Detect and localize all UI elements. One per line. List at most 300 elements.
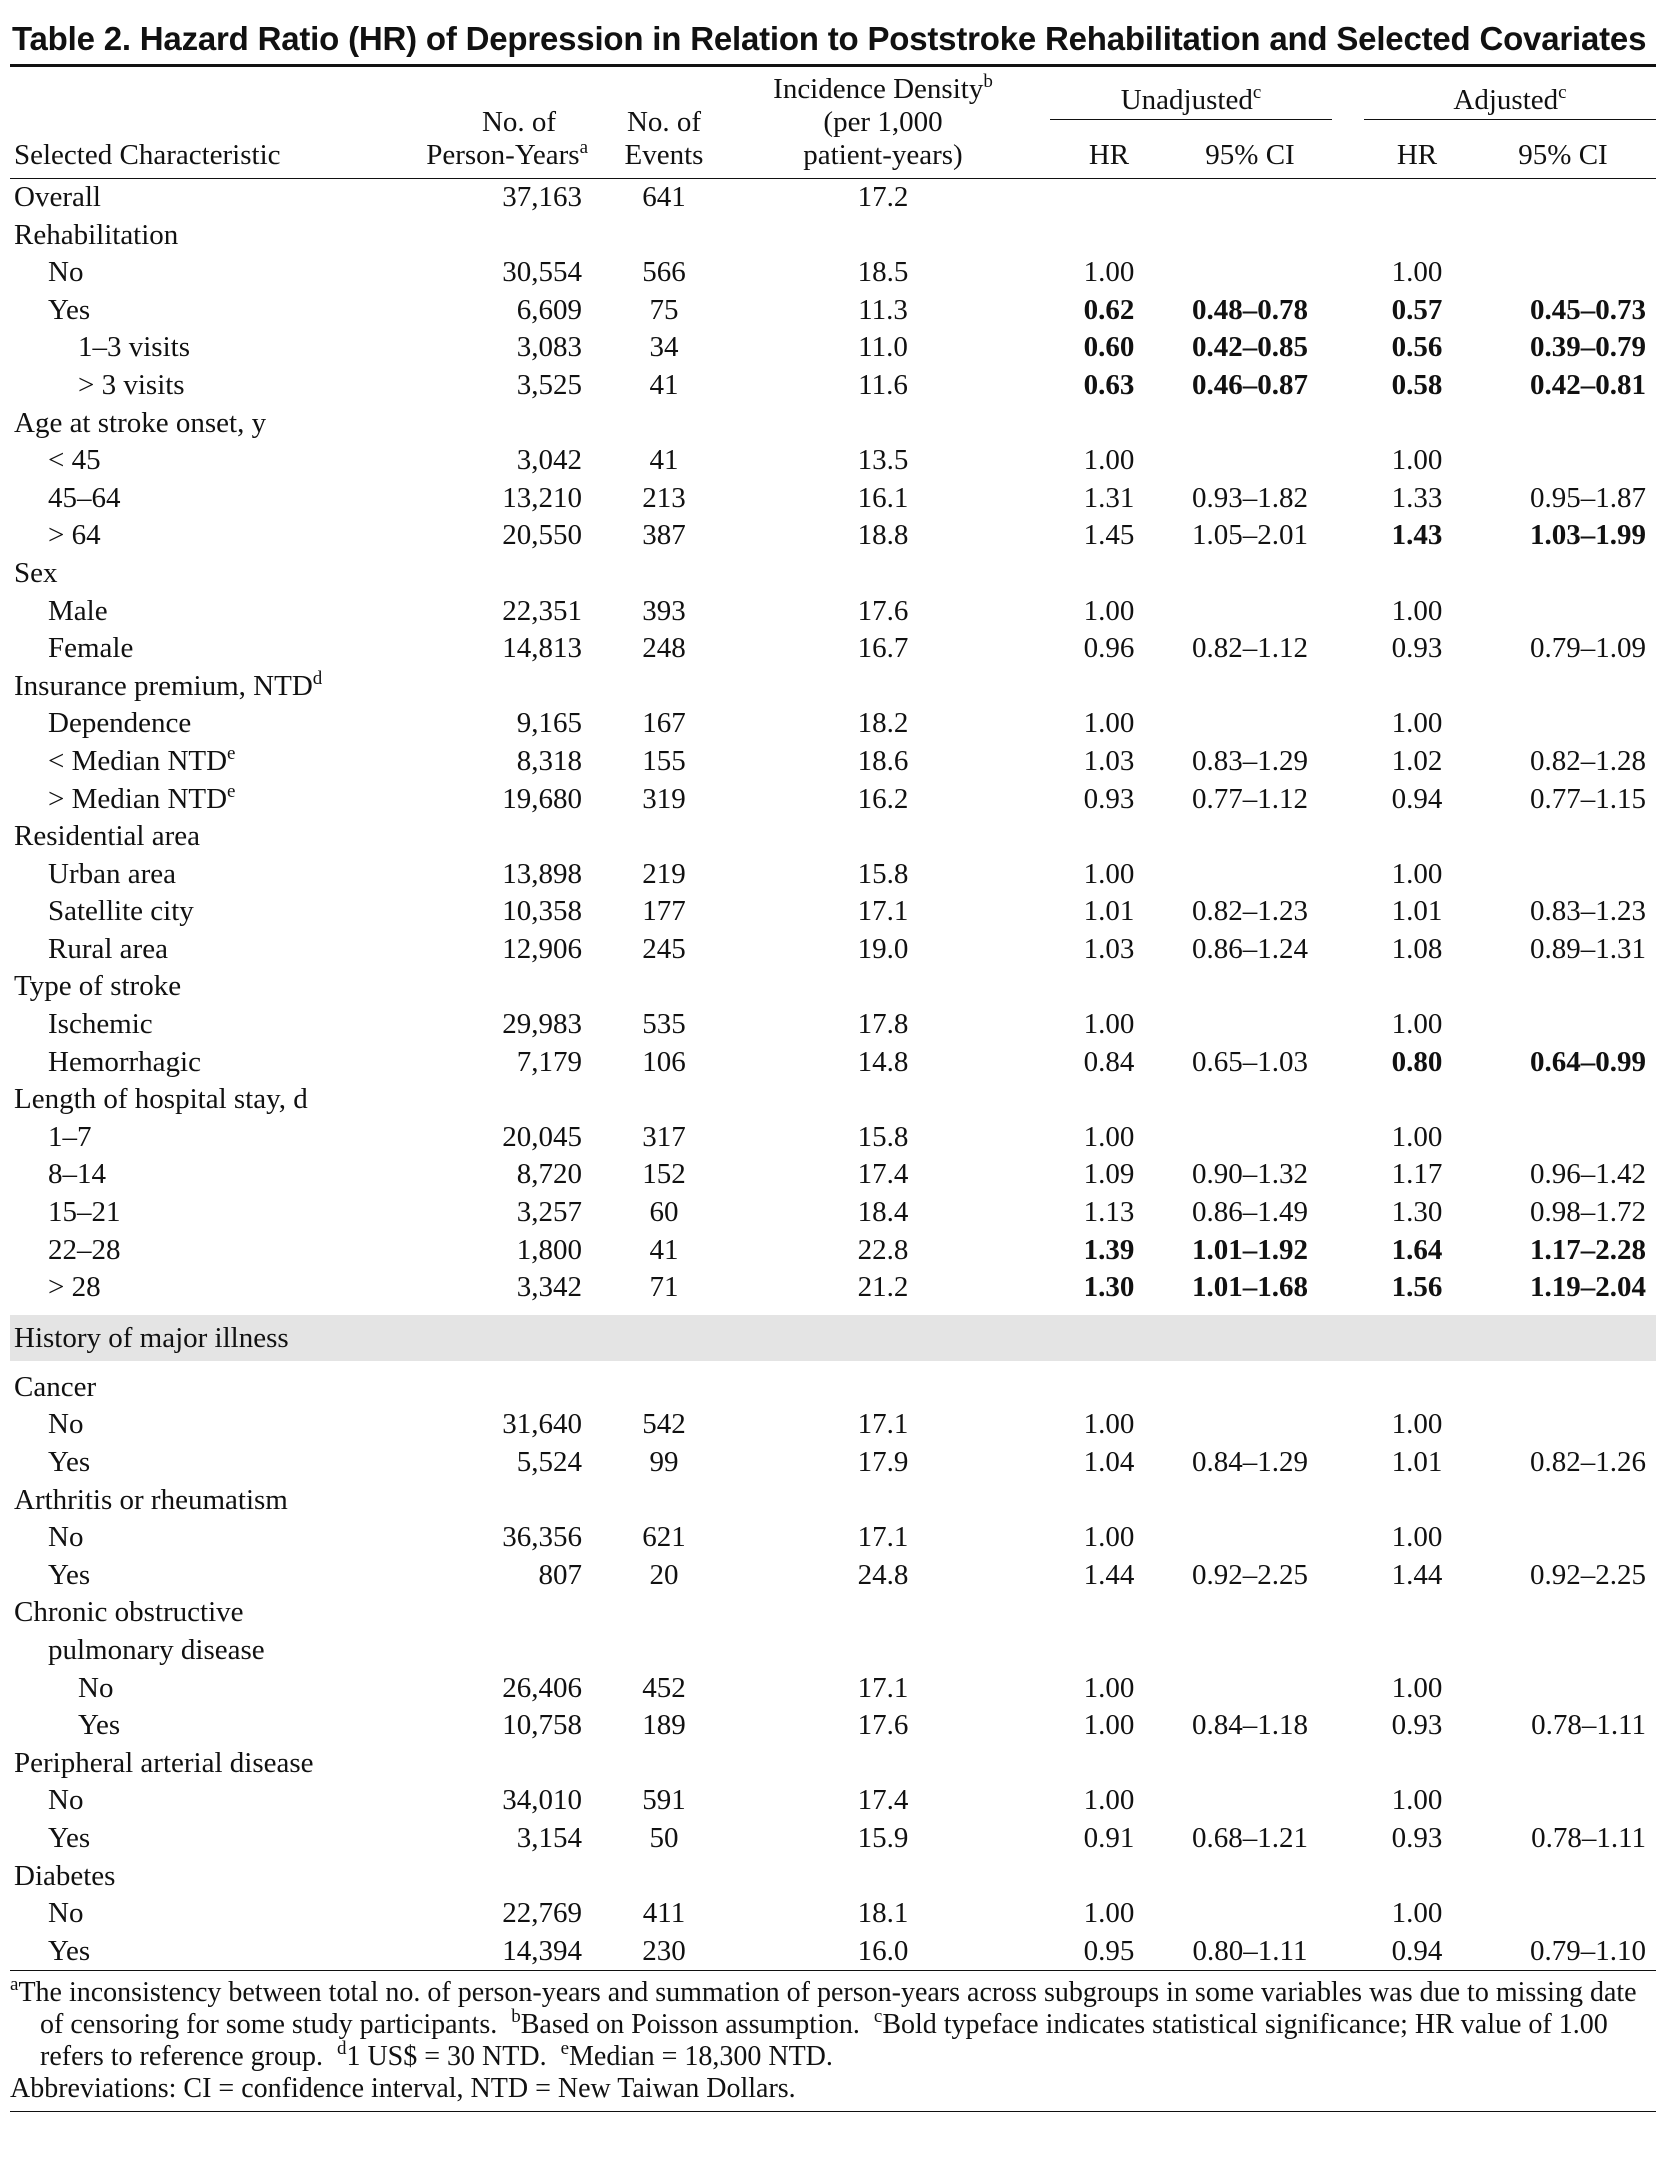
cell-events <box>590 1594 738 1632</box>
cell-unadjusted-ci <box>1168 593 1332 631</box>
cell-unadjusted-hr <box>1050 1594 1168 1632</box>
table-row <box>10 1782 1656 1820</box>
table-row <box>10 856 1656 894</box>
cell-adjusted-ci <box>1470 856 1656 894</box>
cell-unadjusted-hr <box>1050 555 1168 593</box>
cell-person-years <box>410 818 590 856</box>
row-label: 1–3 visits <box>78 331 190 364</box>
table-row <box>10 1232 1656 1270</box>
row-label: Chronic obstructive <box>14 1596 244 1629</box>
cell-adjusted-ci <box>1470 1482 1656 1520</box>
row-label: Male <box>48 594 108 627</box>
row-label: Arthritis or rheumatism <box>14 1483 288 1516</box>
cell-incidence: 18.2 <box>857 707 909 740</box>
table-footnotes <box>10 1974 1656 2105</box>
header-person-years: No. of Person-Years$^a$ <box>426 106 588 171</box>
cell-adjusted-ci: 0.83–1.23 <box>1530 895 1646 928</box>
cell-incidence: 16.2 <box>857 782 909 815</box>
cell-adjusted-ci: 0.39–0.79 <box>1530 331 1646 364</box>
cell-unadjusted-hr <box>1050 1482 1168 1520</box>
cell-gap <box>1332 254 1364 292</box>
cell-gap <box>1028 630 1050 668</box>
table-row <box>10 630 1656 668</box>
cell-gap <box>1028 555 1050 593</box>
cell-adjusted-ci: 0.89–1.31 <box>1530 932 1646 965</box>
cell-unadjusted-ci <box>1168 856 1332 894</box>
cell-gap <box>1332 1156 1364 1194</box>
cell-events: 387 <box>642 519 686 552</box>
cell-adjusted-ci: 0.79–1.09 <box>1530 632 1646 665</box>
cell-person-years: 14,813 <box>502 632 582 665</box>
cell-unadjusted-ci: 1.01–1.92 <box>1192 1233 1308 1266</box>
cell-incidence <box>738 1594 1028 1632</box>
table-row <box>10 1858 1656 1896</box>
cell-unadjusted-ci: 0.46–0.87 <box>1192 368 1308 401</box>
cell-adjusted-ci <box>1470 179 1656 217</box>
cell-unadjusted-ci: 0.93–1.82 <box>1192 481 1308 514</box>
cell-gap <box>1332 329 1364 367</box>
cell-events: 393 <box>642 594 686 627</box>
cell-unadjusted-ci <box>1168 555 1332 593</box>
cell-incidence <box>738 1858 1028 1896</box>
cell-unadjusted-ci: 0.83–1.29 <box>1192 744 1308 777</box>
table-row <box>10 217 1656 255</box>
cell-events: 155 <box>642 744 686 777</box>
cell-gap <box>1332 1406 1364 1444</box>
cell-adjusted-ci <box>1470 1632 1656 1670</box>
header-unadjusted-ci: 95% CI <box>1205 139 1295 171</box>
cell-person-years: 3,525 <box>516 368 582 401</box>
table-row <box>10 1194 1656 1232</box>
table-row <box>10 1156 1656 1194</box>
cell-gap <box>1332 1557 1364 1595</box>
row-label: Cancer <box>14 1370 97 1403</box>
cell-incidence <box>738 405 1028 443</box>
cell-unadjusted-hr: 0.93 <box>1083 782 1135 815</box>
cell-unadjusted-hr: 1.39 <box>1083 1233 1135 1266</box>
cell-adjusted-ci: 0.64–0.99 <box>1530 1045 1646 1078</box>
cell-incidence: 15.9 <box>857 1821 909 1854</box>
cell-unadjusted-hr: 1.44 <box>1083 1558 1135 1591</box>
cell-adjusted-hr: 0.80 <box>1391 1045 1443 1078</box>
cell-adjusted-hr: 1.64 <box>1391 1233 1443 1266</box>
cell-adjusted-hr <box>1364 1369 1470 1407</box>
cell-gap <box>1332 931 1364 969</box>
cell-incidence <box>738 1632 1028 1670</box>
cell-unadjusted-ci: 0.42–0.85 <box>1192 331 1308 364</box>
cell-gap <box>1332 1269 1364 1307</box>
cell-incidence: 18.4 <box>857 1196 909 1229</box>
row-label: Peripheral arterial disease <box>14 1746 314 1779</box>
cell-gap <box>1332 743 1364 781</box>
cell-gap <box>1028 217 1050 255</box>
cell-events <box>590 1081 738 1119</box>
cell-unadjusted-hr <box>1050 179 1168 217</box>
cell-person-years <box>410 217 590 255</box>
cell-unadjusted-ci: 0.65–1.03 <box>1192 1045 1308 1078</box>
row-label: No <box>48 1521 84 1554</box>
footnote-text: $^a$The inconsistency between total no. of person-years and summation of person-years across subgroups in some variables was due to missing date of censoring for some study participants. $^b$Based on Poisson assumption. $^c$Bold typeface indicates statistical significance; HR value of 1.00 refers to reference group. $^d$1 US$ = 30 NTD. $^e$Median = 18,300 NTD. <box>10 1974 1637 2073</box>
cell-gap <box>1028 329 1050 367</box>
cell-person-years: 8,318 <box>516 744 582 777</box>
cell-events: 621 <box>642 1521 686 1554</box>
cell-gap <box>1332 1632 1364 1670</box>
cell-adjusted-hr <box>1364 1081 1470 1119</box>
cell-unadjusted-ci: 0.92–2.25 <box>1192 1558 1308 1591</box>
table-row <box>10 705 1656 743</box>
cell-unadjusted-ci <box>1168 968 1332 1006</box>
cell-incidence <box>738 217 1028 255</box>
cell-gap <box>1028 893 1050 931</box>
cell-adjusted-hr: 1.56 <box>1391 1271 1443 1304</box>
cell-incidence: 14.8 <box>857 1045 909 1078</box>
table-row <box>10 968 1656 1006</box>
cell-gap <box>1028 405 1050 443</box>
cell-events: 106 <box>642 1045 686 1078</box>
cell-events: 71 <box>649 1271 679 1304</box>
row-label: 8–14 <box>48 1158 106 1191</box>
cell-unadjusted-ci: 0.90–1.32 <box>1192 1158 1308 1191</box>
cell-unadjusted-ci: 0.84–1.18 <box>1192 1709 1308 1742</box>
table-title: Table 2. Hazard Ratio (HR) of Depression in Relation to Poststroke Rehabilitation and Selected Covariates <box>12 20 1647 57</box>
cell-unadjusted-hr: 1.00 <box>1083 707 1135 740</box>
cell-gap <box>1028 1820 1050 1858</box>
cell-events <box>590 1858 738 1896</box>
cell-adjusted-hr: 1.02 <box>1391 744 1443 777</box>
cell-gap <box>1028 1895 1050 1933</box>
cell-person-years: 3,257 <box>516 1196 582 1229</box>
cell-person-years: 20,550 <box>502 519 582 552</box>
cell-unadjusted-ci: 0.82–1.12 <box>1192 632 1308 665</box>
cell-person-years: 13,898 <box>502 857 582 890</box>
cell-adjusted-hr: 1.00 <box>1391 857 1443 890</box>
cell-person-years: 7,179 <box>516 1045 582 1078</box>
cell-incidence: 22.8 <box>857 1233 909 1266</box>
cell-gap <box>1028 179 1050 217</box>
cell-gap <box>1028 1858 1050 1896</box>
cell-gap <box>1028 517 1050 555</box>
cell-events: 75 <box>649 293 679 326</box>
cell-adjusted-hr: 1.00 <box>1391 1521 1443 1554</box>
cell-adjusted-hr <box>1364 179 1470 217</box>
cell-gap <box>1028 442 1050 480</box>
cell-gap <box>1028 1670 1050 1708</box>
cell-person-years: 22,351 <box>502 594 582 627</box>
cell-events <box>590 968 738 1006</box>
table-row <box>10 1044 1656 1082</box>
cell-person-years: 1,800 <box>516 1233 582 1266</box>
cell-adjusted-hr: 1.43 <box>1391 519 1443 552</box>
cell-adjusted-hr: 1.00 <box>1391 1784 1443 1817</box>
cell-unadjusted-hr: 1.00 <box>1083 1120 1135 1153</box>
cell-unadjusted-hr <box>1050 968 1168 1006</box>
cell-adjusted-ci: 0.96–1.42 <box>1530 1158 1646 1191</box>
cell-unadjusted-hr: 1.01 <box>1083 895 1135 928</box>
cell-person-years <box>410 405 590 443</box>
cell-adjusted-ci: 1.19–2.04 <box>1530 1271 1646 1304</box>
row-label: 15–21 <box>48 1196 121 1229</box>
cell-gap <box>1028 1194 1050 1232</box>
cell-unadjusted-hr: 1.45 <box>1083 519 1135 552</box>
cell-adjusted-hr: 1.00 <box>1391 1120 1443 1153</box>
cell-person-years <box>410 1369 590 1407</box>
cell-events: 591 <box>642 1784 686 1817</box>
cell-unadjusted-hr: 1.00 <box>1083 594 1135 627</box>
cell-incidence <box>738 1482 1028 1520</box>
row-label: > 64 <box>48 519 101 552</box>
cell-gap <box>1332 555 1364 593</box>
cell-events: 248 <box>642 632 686 665</box>
cell-gap <box>1028 781 1050 819</box>
table-row <box>10 1745 1656 1783</box>
cell-adjusted-ci <box>1470 405 1656 443</box>
row-label: > 28 <box>48 1271 101 1304</box>
cell-person-years: 8,720 <box>516 1158 582 1191</box>
cell-adjusted-ci: 0.98–1.72 <box>1530 1196 1646 1229</box>
cell-unadjusted-ci: 0.84–1.29 <box>1192 1446 1308 1478</box>
table-figure <box>10 20 1656 2112</box>
table-row <box>10 781 1656 819</box>
cell-adjusted-hr: 0.93 <box>1391 1709 1443 1742</box>
cell-gap <box>1332 1820 1364 1858</box>
cell-gap <box>1028 593 1050 631</box>
cell-gap <box>1028 1482 1050 1520</box>
cell-adjusted-ci <box>1470 1369 1656 1407</box>
cell-adjusted-hr <box>1364 818 1470 856</box>
cell-adjusted-hr <box>1364 1482 1470 1520</box>
row-label: < Median NTD$^e$ <box>48 742 236 777</box>
cell-events <box>590 668 738 706</box>
cell-gap <box>1028 668 1050 706</box>
cell-incidence: 18.1 <box>857 1897 909 1930</box>
cell-adjusted-hr <box>1364 555 1470 593</box>
cell-gap <box>1028 818 1050 856</box>
cell-gap <box>1332 668 1364 706</box>
row-label: < 45 <box>48 444 101 477</box>
cell-events: 230 <box>642 1934 686 1967</box>
row-label: Yes <box>48 1934 91 1967</box>
header-events: No. of Events <box>624 106 704 171</box>
cell-unadjusted-ci <box>1168 179 1332 217</box>
cell-adjusted-ci <box>1470 968 1656 1006</box>
cell-incidence: 16.7 <box>857 632 909 665</box>
row-label: Satellite city <box>48 895 194 928</box>
cell-adjusted-ci <box>1470 1670 1656 1708</box>
cell-unadjusted-hr: 1.04 <box>1083 1446 1135 1478</box>
cell-gap <box>1028 367 1050 405</box>
cell-person-years: 30,554 <box>502 256 582 289</box>
cell-incidence: 11.6 <box>858 368 908 401</box>
cell-adjusted-ci: 0.45–0.73 <box>1530 293 1646 326</box>
row-label: No <box>48 1784 84 1817</box>
table-row <box>10 668 1656 706</box>
table-row <box>10 442 1656 480</box>
cell-unadjusted-ci: 0.77–1.12 <box>1192 782 1308 815</box>
cell-unadjusted-ci <box>1168 1895 1332 1933</box>
cell-unadjusted-ci <box>1168 1482 1332 1520</box>
table-row <box>10 931 1656 969</box>
cell-adjusted-hr: 1.00 <box>1391 256 1443 289</box>
cell-person-years: 37,163 <box>502 181 582 213</box>
cell-incidence <box>738 968 1028 1006</box>
cell-adjusted-ci: 1.03–1.99 <box>1530 519 1646 552</box>
row-label: Diabetes <box>14 1859 116 1892</box>
cell-unadjusted-ci <box>1168 1119 1332 1157</box>
cell-gap <box>1332 1933 1364 1971</box>
cell-gap <box>1332 1594 1364 1632</box>
cell-gap <box>1028 1156 1050 1194</box>
cell-gap <box>1332 367 1364 405</box>
cell-gap <box>1028 1369 1050 1407</box>
table-row <box>10 1519 1656 1557</box>
cell-unadjusted-ci <box>1168 1858 1332 1896</box>
cell-gap <box>1028 1044 1050 1082</box>
table-row <box>10 593 1656 631</box>
header-characteristic: Selected Characteristic <box>14 139 281 171</box>
cell-gap <box>1332 1444 1364 1482</box>
bottom-rule <box>10 1970 1656 1971</box>
cell-unadjusted-hr: 1.00 <box>1083 256 1135 289</box>
cell-incidence: 15.8 <box>857 857 909 890</box>
cell-adjusted-hr: 1.01 <box>1391 1446 1443 1478</box>
cell-unadjusted-ci <box>1168 818 1332 856</box>
row-label: Yes <box>48 293 91 326</box>
cell-adjusted-hr: 1.00 <box>1391 444 1443 477</box>
cell-adjusted-ci <box>1470 668 1656 706</box>
cell-gap <box>1028 1232 1050 1270</box>
row-label: pulmonary disease <box>48 1633 265 1666</box>
cell-person-years: 34,010 <box>502 1784 582 1817</box>
cell-unadjusted-ci: 0.86–1.49 <box>1192 1196 1308 1229</box>
header-unadjusted-hr: HR <box>1088 139 1130 171</box>
header-incidence: Incidence Density$^b$ (per 1,000 patient-years) <box>773 71 993 171</box>
cell-unadjusted-ci <box>1168 254 1332 292</box>
header-adjusted: Adjusted$^c$ <box>1364 67 1656 126</box>
cell-unadjusted-hr: 1.00 <box>1083 1008 1135 1041</box>
cell-events <box>590 1369 738 1407</box>
table-row <box>10 1444 1656 1482</box>
cell-unadjusted-hr: 1.00 <box>1083 444 1135 477</box>
cell-adjusted-ci: 0.92–2.25 <box>1530 1558 1646 1591</box>
cell-person-years: 10,358 <box>502 895 582 928</box>
cell-gap <box>1332 1006 1364 1044</box>
cell-adjusted-hr: 1.08 <box>1391 932 1443 965</box>
cell-adjusted-ci: 0.82–1.28 <box>1530 744 1646 777</box>
cell-gap <box>1332 1782 1364 1820</box>
cell-adjusted-ci <box>1470 1858 1656 1896</box>
cell-person-years <box>410 1594 590 1632</box>
table-row <box>10 480 1656 518</box>
table-row <box>10 1670 1656 1708</box>
cell-person-years <box>410 968 590 1006</box>
cell-gap <box>1028 968 1050 1006</box>
cell-incidence: 17.8 <box>857 1008 909 1041</box>
table-row <box>10 405 1656 443</box>
section-label: History of major illness <box>10 1315 1656 1361</box>
cell-events: 219 <box>642 857 686 890</box>
table-row <box>10 1557 1656 1595</box>
cell-gap <box>1028 254 1050 292</box>
cell-incidence: 17.9 <box>857 1446 909 1478</box>
cell-adjusted-ci <box>1470 818 1656 856</box>
cell-adjusted-hr: 1.00 <box>1391 1408 1443 1441</box>
cell-incidence: 17.1 <box>857 1408 909 1441</box>
cell-events: 189 <box>642 1709 686 1742</box>
row-label: Overall <box>14 181 101 213</box>
cell-unadjusted-ci <box>1168 1670 1332 1708</box>
cell-adjusted-hr <box>1364 668 1470 706</box>
cell-unadjusted-ci <box>1168 1745 1332 1783</box>
cell-adjusted-ci <box>1470 1782 1656 1820</box>
cell-gap <box>1332 1119 1364 1157</box>
table-row <box>10 179 1656 217</box>
cell-gap <box>1332 818 1364 856</box>
cell-unadjusted-hr: 1.00 <box>1083 857 1135 890</box>
cell-adjusted-hr <box>1364 1745 1470 1783</box>
cell-incidence <box>738 1745 1028 1783</box>
cell-incidence: 17.6 <box>857 594 909 627</box>
cell-gap <box>1332 781 1364 819</box>
cell-person-years: 3,083 <box>516 331 582 364</box>
cell-events: 411 <box>642 1897 686 1930</box>
cell-unadjusted-ci: 0.48–0.78 <box>1192 293 1308 326</box>
cell-adjusted-hr: 0.58 <box>1391 368 1443 401</box>
cell-unadjusted-ci: 0.80–1.11 <box>1192 1934 1308 1967</box>
cell-events: 177 <box>642 895 686 928</box>
cell-person-years: 6,609 <box>516 293 582 326</box>
cell-person-years: 22,769 <box>502 1897 582 1930</box>
cell-unadjusted-ci <box>1168 1406 1332 1444</box>
row-label: Yes <box>78 1709 121 1742</box>
row-label: Length of hospital stay, d <box>14 1083 308 1116</box>
cell-unadjusted-ci <box>1168 1369 1332 1407</box>
row-label: Yes <box>48 1446 91 1478</box>
cell-incidence: 15.8 <box>857 1120 909 1153</box>
cell-unadjusted-hr: 0.63 <box>1083 368 1135 401</box>
table-row <box>10 818 1656 856</box>
cell-unadjusted-ci: 0.86–1.24 <box>1192 932 1308 965</box>
cell-gap <box>1028 1006 1050 1044</box>
cell-adjusted-hr: 0.93 <box>1391 632 1443 665</box>
cell-gap <box>1332 1482 1364 1520</box>
cell-unadjusted-ci <box>1168 1594 1332 1632</box>
cell-events: 317 <box>642 1120 686 1153</box>
cell-adjusted-hr: 0.57 <box>1391 293 1443 326</box>
cell-events: 319 <box>642 782 686 815</box>
cell-unadjusted-hr: 1.00 <box>1083 1671 1135 1704</box>
cell-incidence: 18.5 <box>857 256 909 289</box>
cell-events: 566 <box>642 256 686 289</box>
cell-unadjusted-hr: 1.00 <box>1083 1784 1135 1817</box>
cell-gap <box>1332 705 1364 743</box>
table-header <box>10 67 1656 179</box>
cell-gap <box>1332 1044 1364 1082</box>
cell-unadjusted-ci <box>1168 1006 1332 1044</box>
cell-incidence: 17.6 <box>857 1709 909 1742</box>
cell-gap <box>1332 442 1364 480</box>
cell-person-years: 14,394 <box>502 1934 582 1967</box>
cell-gap <box>1028 1081 1050 1119</box>
cell-gap <box>1332 517 1364 555</box>
cell-gap <box>1332 1745 1364 1783</box>
cell-gap <box>1028 1782 1050 1820</box>
cell-gap <box>1028 1119 1050 1157</box>
cell-adjusted-ci: 0.42–0.81 <box>1530 368 1646 401</box>
cell-person-years: 12,906 <box>502 932 582 965</box>
cell-gap <box>1332 1232 1364 1270</box>
cell-incidence: 17.1 <box>857 1671 909 1704</box>
cell-unadjusted-ci <box>1168 405 1332 443</box>
